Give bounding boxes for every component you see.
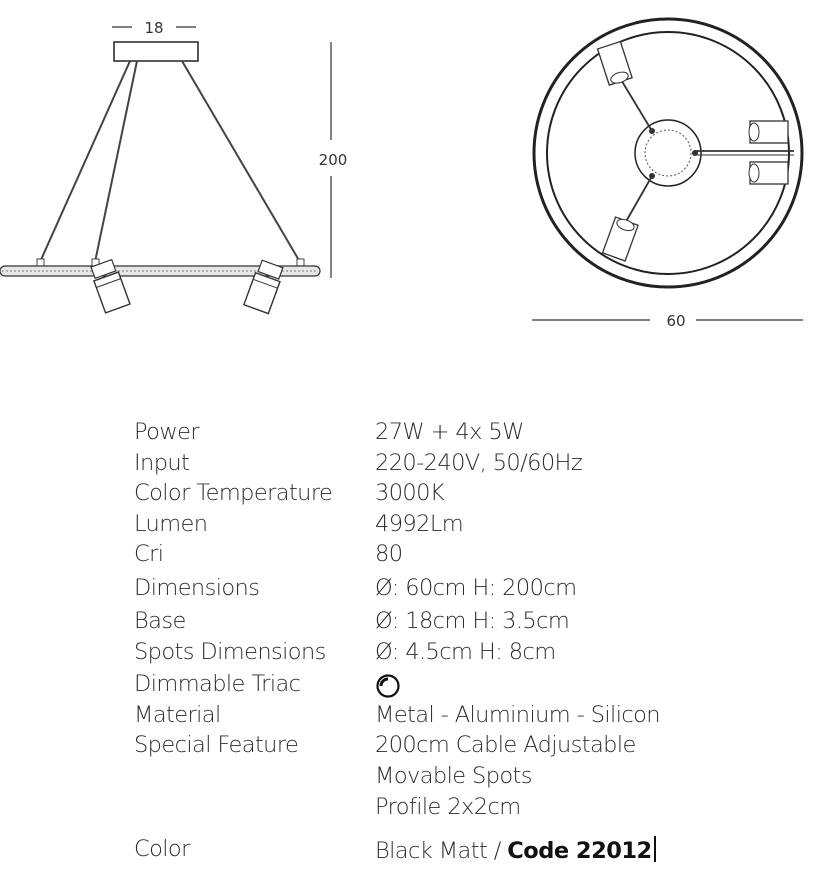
spec-value: Profile 2x2cm [375,794,521,820]
spec-value: 220-240V, 50/60Hz [375,450,583,476]
spec-value: 27W + 4x 5W [375,419,524,445]
spec-label: Cri [134,541,164,567]
spec-label: Dimmable Triac [134,671,301,697]
dimmable-triac-icon [375,673,401,699]
spec-value: 4992Lm [375,511,464,537]
spec-value: Black Matt / [375,838,508,864]
spec-value: Metal - Aluminium - Silicon [375,702,660,728]
diameter-dimension: 60 [666,312,686,330]
spec-value: 80 [375,541,403,567]
spec-label: Base [134,608,186,634]
spec-value: 3000K [375,480,445,506]
spec-value: Ø: 60cm H: 200cm [375,575,577,601]
spec-label: Spots Dimensions [134,639,326,665]
spec-value: 200cm Cable Adjustable [375,732,636,758]
text-cursor [654,836,656,862]
color-value [375,836,656,864]
spec-label: Power [134,419,200,445]
spec-value: Ø: 18cm H: 3.5cm [375,608,570,634]
base-width-dimension: 18 [144,19,164,37]
product-code: Code 22012 [507,838,652,864]
spec-value: Ø: 4.5cm H: 8cm [375,639,556,665]
spec-label: Lumen [134,511,208,537]
spec-value: Movable Spots [375,763,532,789]
spec-label: Color Temperature [134,480,333,506]
height-dimension: 200 [318,151,348,169]
spec-label: Special Feature [134,732,299,758]
spec-label: Material [134,702,221,728]
spec-label: Dimensions [134,575,260,601]
spec-label: Color [134,836,190,862]
spec-label: Input [134,450,190,476]
